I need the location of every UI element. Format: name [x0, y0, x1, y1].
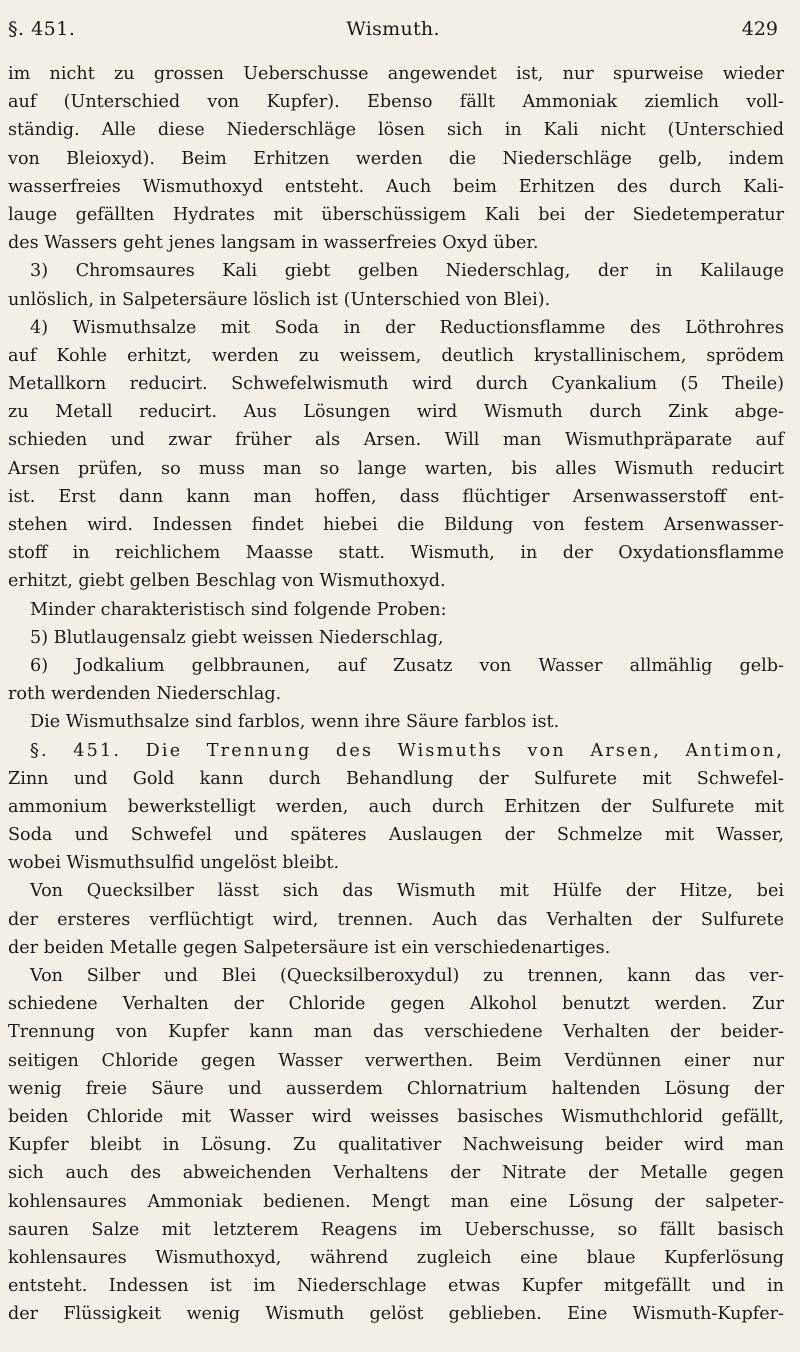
text-line: von Bleioxyd). Beim Erhitzen werden die Niederschläge gelb, indem — [8, 148, 784, 169]
section-number: §. 451. — [8, 18, 76, 40]
text-line: auf Kohle erhitzt, werden zu weissem, deutlich krystallinischem, sprödem — [8, 345, 784, 366]
text-line: der ersteres verflüchtigt wird, trennen. Auch das Verhalten der Sulfurete — [8, 909, 784, 930]
body-text — [8, 60, 784, 1328]
text-line: 4) Wismuthsalze mit Soda in der Reductionsflamme des Löthrohres — [30, 317, 784, 338]
text-line: Zinn und Gold kann durch Behandlung der Sulfurete mit Schwefel- — [8, 768, 784, 789]
text-line: §. 451. Die Trennung des Wismuths von Arsen, Antimon, — [30, 740, 784, 761]
text-line: ständig. Alle diese Niederschläge lösen sich in Kali nicht (Unterschied — [8, 120, 784, 141]
text-line: Von Quecksilber lässt sich das Wismuth mit Hülfe der Hitze, bei — [30, 881, 784, 902]
text-line: lauge gefällten Hydrates mit überschüssigem Kali bei der Siedetemperatur — [8, 204, 784, 225]
text-line: wenig freie Säure und ausserdem Chlornatrium haltenden Lösung der — [8, 1078, 784, 1099]
text-line: stoff in reichlichem Maasse statt. Wismuth, in der Oxydationsflamme — [8, 543, 784, 564]
text-line: sich auch des abweichenden Verhaltens der Nitrate der Metalle gegen — [8, 1163, 784, 1184]
text-line: Soda und Schwefel und späteres Auslaugen der Schmelze mit Wasser, — [8, 825, 784, 846]
text-line: beiden Chloride mit Wasser wird weisses basisches Wismuthchlorid gefällt, — [8, 1106, 784, 1127]
text-line: Von Silber und Blei (Quecksilberoxydul) zu trennen, kann das ver- — [30, 966, 784, 986]
text-line: der beiden Metalle gegen Salpetersäure ist ein verschiedenartiges. — [8, 937, 611, 958]
page-header — [8, 8, 778, 48]
text-line: zu Metall reducirt. Aus Lösungen wird Wismuth durch Zink abge- — [8, 402, 784, 423]
text-line: 5) Blutlaugensalz giebt weissen Niederschlag, — [30, 627, 444, 648]
text-line: Die Wismuthsalze sind farblos, wenn ihre Säure farblos ist. — [30, 712, 560, 733]
text-line: ist. Erst dann kann man hoffen, dass flüchtiger Arsenwasserstoff ent- — [8, 486, 784, 507]
text-line: 3) Chromsaures Kali giebt gelben Niederschlag, der in Kalilauge — [30, 261, 784, 282]
page-number: 429 — [741, 18, 778, 40]
text-line: kohlensaures Wismuthoxyd, während zugleich eine blaue Kupferlösung — [8, 1247, 784, 1268]
text-line: entsteht. Indessen ist im Niederschlage etwas Kupfer mitgefällt und in — [8, 1276, 784, 1297]
text-line: stehen wird. Indessen findet hiebei die Bildung von festem Arsenwasser- — [8, 515, 784, 535]
text-line: im nicht zu grossen Ueberschusse angewendet ist, nur spurweise wieder — [8, 64, 784, 84]
text-line: des Wassers geht jenes langsam in wasserfreies Oxyd über. — [8, 233, 539, 254]
text-line: wobei Wismuthsulfid ungelöst bleibt. — [8, 853, 340, 874]
text-line: kohlensaures Ammoniak bedienen. Mengt man eine Lösung der salpeter- — [8, 1191, 784, 1212]
text-line: ammonium bewerkstelligt werden, auch durch Erhitzen der Sulfurete mit — [8, 796, 784, 817]
text-line: unlöslich, in Salpetersäure löslich ist (Unterschied von Blei). — [8, 289, 551, 310]
text-line: der Flüssigkeit wenig Wismuth gelöst geblieben. Eine Wismuth-Kupfer- — [8, 1304, 784, 1325]
text-line: seitigen Chloride gegen Wasser verwerthen. Beim Verdünnen einer nur — [8, 1050, 784, 1071]
text-line: wasserfreies Wismuthoxyd entsteht. Auch beim Erhitzen des durch Kali- — [8, 176, 784, 197]
text-line: Trennung von Kupfer kann man das verschiedene Verhalten der beider- — [8, 1022, 784, 1043]
text-line: auf (Unterschied von Kupfer). Ebenso fällt Ammoniak ziemlich voll- — [8, 92, 784, 113]
text-line: Kupfer bleibt in Lösung. Zu qualitativer Nachweisung beider wird man — [8, 1135, 784, 1156]
text-line: 6) Jodkalium gelbbraunen, auf Zusatz von Wasser allmählig gelb- — [30, 655, 784, 676]
running-title: Wismuth. — [346, 18, 440, 40]
text-line: erhitzt, giebt gelben Beschlag von Wismuthoxyd. — [8, 571, 446, 592]
text-line: schieden und zwar früher als Arsen. Will man Wismuthpräparate auf — [8, 430, 784, 451]
text-line: Arsen prüfen, so muss man so lange warten, bis alles Wismuth reducirt — [8, 458, 784, 479]
text-line: schiedene Verhalten der Chloride gegen Alkohol benutzt werden. Zur — [8, 994, 784, 1015]
text-line: Metallkorn reducirt. Schwefelwismuth wird durch Cyankalium (5 Theile) — [8, 374, 784, 395]
text-line: sauren Salze mit letzterem Reagens im Ueberschusse, so fällt basisch — [8, 1219, 784, 1240]
text-line: roth werdenden Niederschlag. — [8, 684, 282, 705]
text-line: Minder charakteristisch sind folgende Proben: — [30, 599, 447, 620]
